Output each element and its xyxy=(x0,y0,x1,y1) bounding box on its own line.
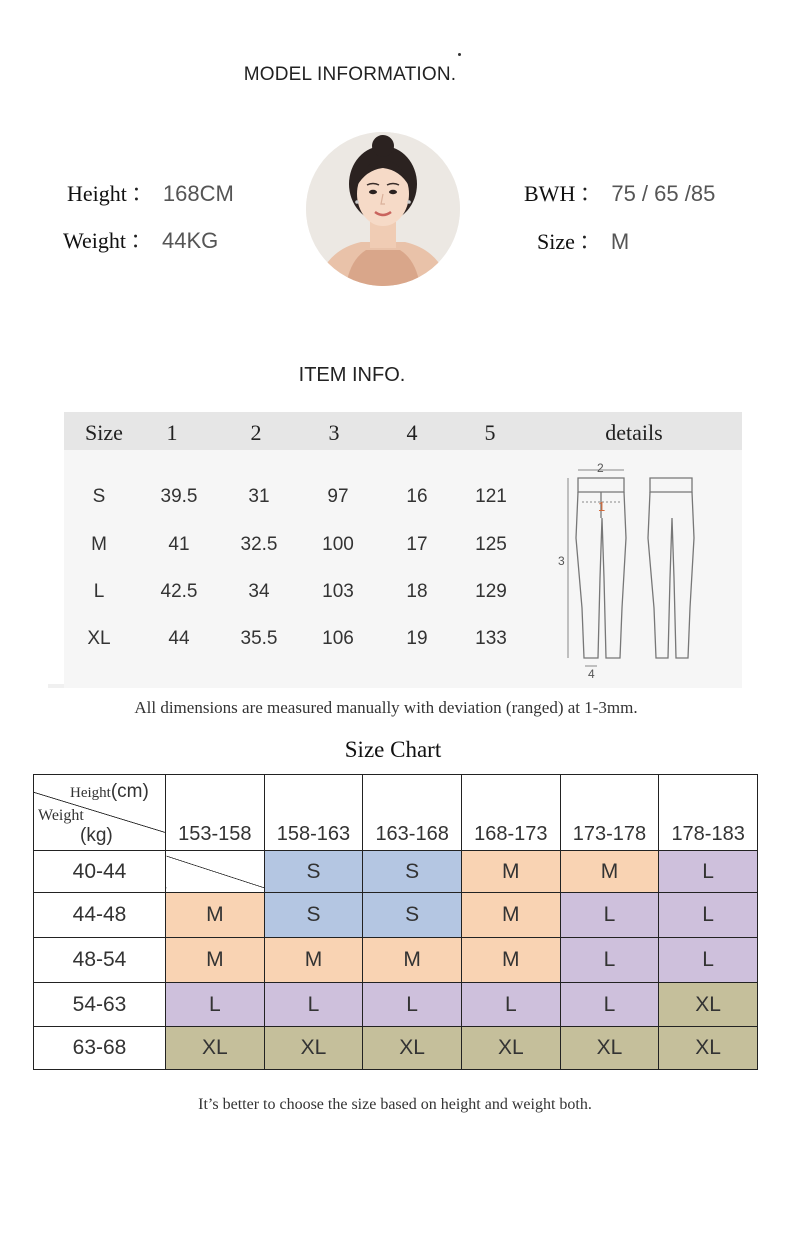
row-s-size: S xyxy=(92,486,106,507)
size-cell: L xyxy=(363,983,462,1027)
height-label: Height xyxy=(67,181,127,206)
size-chart-title: Size Chart xyxy=(344,737,442,762)
weight-range: 44-48 xyxy=(34,893,166,938)
height-range-5: 173-178 xyxy=(560,775,659,851)
table-row xyxy=(34,983,758,1027)
bwh-label: BWH xyxy=(524,181,576,206)
size-cell: S xyxy=(264,893,363,938)
row-l-5: 129 xyxy=(475,581,507,602)
bwh-value: 75 / 65 /85 xyxy=(611,181,716,206)
header-details: details xyxy=(605,420,663,445)
size-cell: M xyxy=(461,851,560,893)
bottom-note: It’s better to choose the size based on height and weight both. xyxy=(198,1096,592,1113)
item-info-table xyxy=(64,412,742,688)
row-m-4: 17 xyxy=(406,534,428,555)
weight-range: 40-44 xyxy=(34,851,166,893)
weight-range: 54-63 xyxy=(34,983,166,1027)
corner-height: Height(cm) xyxy=(70,781,149,802)
size-cell: M xyxy=(166,938,265,983)
size-cell: M xyxy=(461,938,560,983)
row-xl-size: XL xyxy=(87,628,111,649)
size-cell: L xyxy=(659,851,758,893)
table-row xyxy=(34,893,758,938)
size-cell: XL xyxy=(461,1027,560,1070)
size-cell: L xyxy=(659,893,758,938)
table-row xyxy=(34,1027,758,1070)
dim-label-3: 3 xyxy=(558,554,565,568)
size-cell: L xyxy=(264,983,363,1027)
header-3: 3 xyxy=(328,420,340,445)
size-cell: M xyxy=(461,893,560,938)
row-l-size: L xyxy=(93,581,105,602)
header-2: 2 xyxy=(250,420,262,445)
row-l-2: 34 xyxy=(248,581,270,602)
decorative-dot xyxy=(458,53,461,56)
row-m-5: 125 xyxy=(475,534,507,555)
height-range-4: 168-173 xyxy=(461,775,560,851)
weight-row xyxy=(63,220,218,255)
size-cell: L xyxy=(560,983,659,1027)
row-m-size: M xyxy=(91,534,107,555)
dim-label-4: 4 xyxy=(588,667,595,681)
row-xl-1: 44 xyxy=(168,628,190,649)
size-value: M xyxy=(610,229,630,254)
height-range-2: 158-163 xyxy=(264,775,363,851)
size-cell: M xyxy=(264,938,363,983)
bwh-row xyxy=(524,173,715,208)
size-cell: XL xyxy=(659,983,758,1027)
height-range-1: 153-158 xyxy=(166,775,265,851)
header-4: 4 xyxy=(406,420,418,445)
corner-cell xyxy=(34,775,166,851)
row-m-1: 41 xyxy=(168,534,190,555)
height-value: 168CM xyxy=(162,181,234,206)
model-avatar xyxy=(306,132,460,286)
corner-weight: Weight xyxy=(38,807,84,824)
row-l-3: 103 xyxy=(322,581,354,602)
row-s-2: 31 xyxy=(248,486,270,507)
row-s-4: 16 xyxy=(406,486,428,507)
height-range-6: 178-183 xyxy=(659,775,758,851)
colon: ： xyxy=(130,181,155,207)
row-s-1: 39.5 xyxy=(160,486,198,507)
size-cell: S xyxy=(363,851,462,893)
table-row xyxy=(34,938,758,983)
dim-label-1: 1 xyxy=(598,499,606,514)
header-1: 1 xyxy=(166,420,178,445)
row-xl-4: 19 xyxy=(406,628,428,649)
row-xl-3: 106 xyxy=(322,628,354,649)
size-cell: XL xyxy=(659,1027,758,1070)
size-cell: M xyxy=(560,851,659,893)
row-m-2: 32.5 xyxy=(240,534,278,555)
colon: ： xyxy=(579,181,604,207)
header-size: Size xyxy=(85,420,123,445)
item-info-title: ITEM INFO. xyxy=(298,364,406,386)
size-cell: L xyxy=(659,938,758,983)
row-l-1: 42.5 xyxy=(160,581,198,602)
size-cell: L xyxy=(461,983,560,1027)
dim-label-2: 2 xyxy=(597,461,604,475)
row-s-5: 121 xyxy=(475,486,507,507)
row-xl-2: 35.5 xyxy=(240,628,278,649)
size-chart-table xyxy=(33,774,758,1069)
height-row xyxy=(67,173,234,208)
size-cell: M xyxy=(363,938,462,983)
item-table-header xyxy=(64,412,742,450)
pants-diagram xyxy=(554,458,704,682)
colon: ： xyxy=(578,229,603,255)
size-cell: S xyxy=(363,893,462,938)
row-m-3: 100 xyxy=(322,534,354,555)
size-cell: XL xyxy=(166,1027,265,1070)
weight-range: 63-68 xyxy=(34,1027,166,1070)
table-row xyxy=(34,851,758,893)
size-cell: L xyxy=(560,938,659,983)
size-cell: XL xyxy=(560,1027,659,1070)
row-l-4: 18 xyxy=(406,581,428,602)
row-xl-5: 133 xyxy=(475,628,507,649)
size-cell: S xyxy=(264,851,363,893)
model-info-title: MODEL INFORMATION. xyxy=(243,64,457,85)
corner-weight-unit: (kg) xyxy=(80,825,113,846)
size-cell: L xyxy=(166,983,265,1027)
size-label: Size xyxy=(537,229,575,254)
colon: ： xyxy=(130,228,154,254)
size-cell: M xyxy=(166,893,265,938)
measurement-note: All dimensions are measured manually with deviation (ranged) at 1-3mm. xyxy=(134,698,638,717)
weight-range: 48-54 xyxy=(34,938,166,983)
weight-value: 44KG xyxy=(162,228,219,253)
size-row xyxy=(537,221,629,256)
height-range-3: 163-168 xyxy=(363,775,462,851)
row-s-3: 97 xyxy=(327,486,349,507)
size-cell: XL xyxy=(264,1027,363,1070)
size-cell: L xyxy=(560,893,659,938)
header-5: 5 xyxy=(484,420,496,445)
size-cell-empty xyxy=(166,851,265,893)
weight-label: Weight xyxy=(63,228,126,253)
size-cell: XL xyxy=(363,1027,462,1070)
